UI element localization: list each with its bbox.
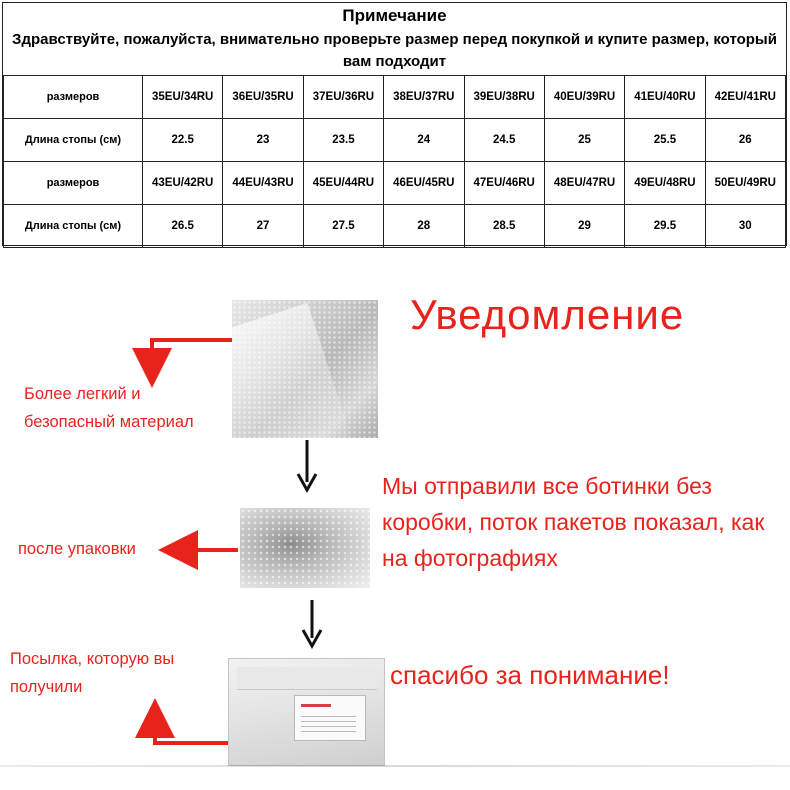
table-row [4, 76, 786, 119]
caption-parcel: Посылка, которую вы получили [10, 650, 175, 696]
table-cell: 26 [705, 119, 785, 162]
table-cell: 23 [223, 119, 303, 162]
size-table [3, 75, 786, 248]
table-cell: 36EU/35RU [223, 76, 303, 119]
table-cell: 25 [544, 119, 624, 162]
row-label: размеров [4, 162, 143, 205]
row-label: размеров [4, 76, 143, 119]
caption-material: Более легкий и безопасный материал [24, 385, 194, 431]
table-cell: 44EU/43RU [223, 162, 303, 205]
table-cell: 41EU/40RU [625, 76, 705, 119]
note-title: Примечание [342, 6, 447, 25]
table-cell: 50EU/49RU [705, 162, 785, 205]
table-cell: 38EU/37RU [384, 76, 464, 119]
table-cell: 24 [384, 119, 464, 162]
table-cell: 29.5 [625, 205, 705, 248]
table-cell: 45EU/44RU [303, 162, 383, 205]
arrow-down-icon [298, 440, 316, 490]
table-row [4, 162, 786, 205]
table-cell: 42EU/41RU [705, 76, 785, 119]
table-cell: 24.5 [464, 119, 544, 162]
table-cell: 28.5 [464, 205, 544, 248]
row-label: Длина стопы (см) [4, 205, 143, 248]
table-cell: 26.5 [143, 205, 223, 248]
table-cell: 35EU/34RU [143, 76, 223, 119]
table-cell: 40EU/39RU [544, 76, 624, 119]
size-note [2, 2, 787, 246]
table-cell: 48EU/47RU [544, 162, 624, 205]
arrow-left-icon [152, 340, 232, 368]
table-row [4, 119, 786, 162]
notice-body: Мы отправили все ботинки без коробки, поток пакетов показал, как на фотографиях [382, 473, 765, 571]
table-cell: 43EU/42RU [143, 162, 223, 205]
arrow-down-icon [303, 600, 321, 646]
table-cell: 37EU/36RU [303, 76, 383, 119]
table-cell: 27.5 [303, 205, 383, 248]
table-cell: 23.5 [303, 119, 383, 162]
table-cell: 28 [384, 205, 464, 248]
table-cell: 25.5 [625, 119, 705, 162]
table-row [4, 205, 786, 248]
table-cell: 30 [705, 205, 785, 248]
thanks-text: спасибо за понимание! [390, 660, 670, 690]
packaging-notice [0, 250, 790, 790]
arrows-layer [0, 250, 790, 790]
notice-title: Уведомление [410, 291, 685, 338]
note-text: Здравствуйте, пожалуйста, внимательно проверьте размер перед покупкой и купите размер, который вам подходит [12, 31, 777, 70]
caption-packing: после упаковки [18, 540, 136, 558]
divider [0, 765, 790, 767]
table-cell: 29 [544, 205, 624, 248]
table-cell: 49EU/48RU [625, 162, 705, 205]
table-cell: 27 [223, 205, 303, 248]
table-cell: 47EU/46RU [464, 162, 544, 205]
arrow-left-icon [155, 718, 228, 743]
table-cell: 46EU/45RU [384, 162, 464, 205]
table-cell: 22.5 [143, 119, 223, 162]
row-label: Длина стопы (см) [4, 119, 143, 162]
table-cell: 39EU/38RU [464, 76, 544, 119]
